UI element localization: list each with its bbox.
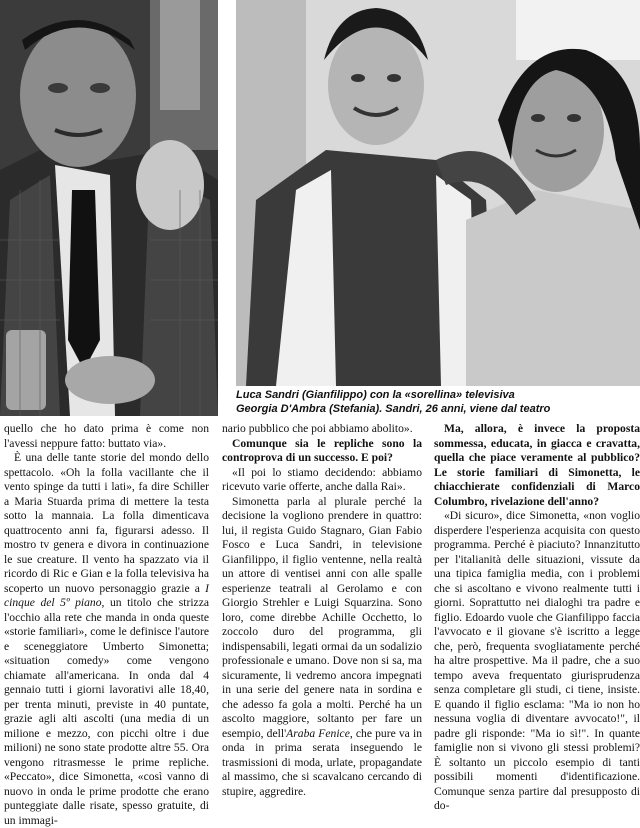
caption-line-1: Luca Sandri (Gianfilippo) con la «sorellina» televisiva	[236, 389, 515, 401]
question-text: Ma, allora, è invece la proposta sommessa, educata, in giacca e cravatta, quella che piace veramente al pubblico? Le storie familiari di Simonetta, le chiacchierate confidenziali di Marco Columbro, rivelazione dell'anno?	[434, 422, 640, 508]
article-column-1	[4, 422, 209, 828]
paragraph: «Il poi lo stiamo decidendo: abbiamo ricevuto varie offerte, anche dalla Rai».	[222, 465, 422, 493]
article-column-3	[434, 422, 640, 814]
question-text: Comunque sia le repliche sono la controprova di un successo. E poi?	[222, 436, 422, 464]
paragraph	[4, 451, 209, 828]
show-title: I cinque del 5º piano	[4, 581, 209, 609]
paragraph: nario pubblico che poi abbiamo abolito».	[222, 422, 413, 435]
show-title: Araba Fenice	[286, 726, 350, 740]
paragraph: «Di sicuro», dice Simonetta, «non voglio disperdere l'esperienza acquisita con questo programma. Perché è piaciuto? Innanzitutto per l'italianità delle situazioni, vissute da una tipica famiglia media, con i problemi che si ascoltano e vivono realmente tutti i giorni. Soprattutto nei dialoghi tra padre e figlio. Edoardo vuole che Gianfilippo faccia l'avvocato e il giovane s'è iscritto a legge che, però, frequenta svogliatamente perché ha altre prospettive. Ma il padre, che a suo tempo aveva frequentato giurisprudenza senza completare gli studi, ci tiene, insiste. E quando il figlio esclama: "Ma io non ho nessuna voglia di diventare avvocato!", il padre gli risponde: "Ma io sì!". In quante famiglie non si vivono gli stessi problemi? È soltanto un piccolo esempio di tanti possibili momenti d'identificazione. Comunque senza partire dal presupposto di do-	[434, 509, 640, 812]
photo-caption	[236, 388, 640, 416]
paragraph	[222, 495, 422, 800]
text-run: È una delle tante storie del mondo dello spettacolo. «Oh la folla vacillante che il vento spinge da tutti i lati», fa dire Schiller a Maria Stuarda prima di mettere la testa sotto la mannaia. La folla dimenticava quattrocento anni fa, figurarsi adesso. Il mostro tv genera e divora in continuazione le sue creature. Il vento ha spazzato via il ricordo di Ric e Gian e la folla televisiva ha scoperto un nuovo personaggio grazie a	[4, 451, 209, 595]
text-run: Simonetta parla al plurale perché la decisione la vogliono prendere in quattro: lui, il regista Guido Stagnaro, Gian Fabio Fosco e Luca Sandri, in televisione Gianfilippo, il figlio ventenne, nella realtà un attore di ventisei anni con alle spalle esperienze teatrali al Gerolamo e con Giorgio Strehler e Luigi Squarzina. Sono loro, come direbbe Achille Occhetto, lo zoccolo duro del programma, gli indispensabili, legati ormai da un sodalizio professionale e umano. Dove non si sa, ma sicuramente, li vedremo ancora impegnati in una serie del genere nata in sordina e che adesso fa gola a molti. Perché ha un ascolto maggiore, soltanto per fare un esempio, dell'	[222, 494, 422, 740]
interview-question	[434, 422, 640, 509]
caption-line-2: Georgia D'Ambra (Stefania). Sandri, 26 anni, viene dal teatro	[236, 403, 551, 415]
article-column-2	[222, 422, 422, 799]
text-run: , un titolo che strizza l'occhio alla rete che manda in onda queste «storie familiari», come le definisce l'autore e sceneggiatore Umberto Simonetta; «situation comedy» come vengono chiamate all'americana. In onda dal 4 gennaio tutti i giorni lavorativi alle 18,40, per trenta minuti, previste in 40 puntate, grazie agli alti ascolti (una media di un milione e mezzo, con picchi oltre i due milioni) ne sono state prodotte altre 55. Ora vengono ritrasmesse le prime repliche. «Peccato», dice Simonetta, «così vanno di nuovo in onda le prime prodotte che erano punteggiate dalle risate, spesso gratuite, di un immagi-	[4, 596, 209, 827]
photo-umberto-simonetta	[0, 0, 218, 416]
text-run: , che pure va in onda in prima serata inseguendo le trasmissioni di moda, urlate, propagandate al massimo, che si scavalcano cercando di stupire, aggredire.	[222, 726, 422, 798]
paragraph: quello che ho dato prima è come non l'avessi neppure fatto: buttato via».	[4, 422, 209, 450]
photo-luca-sandri-georgia-dambra	[236, 0, 640, 386]
photo-man-illustration	[0, 0, 218, 416]
interview-question	[222, 437, 422, 466]
photo-couple-illustration	[236, 0, 640, 386]
